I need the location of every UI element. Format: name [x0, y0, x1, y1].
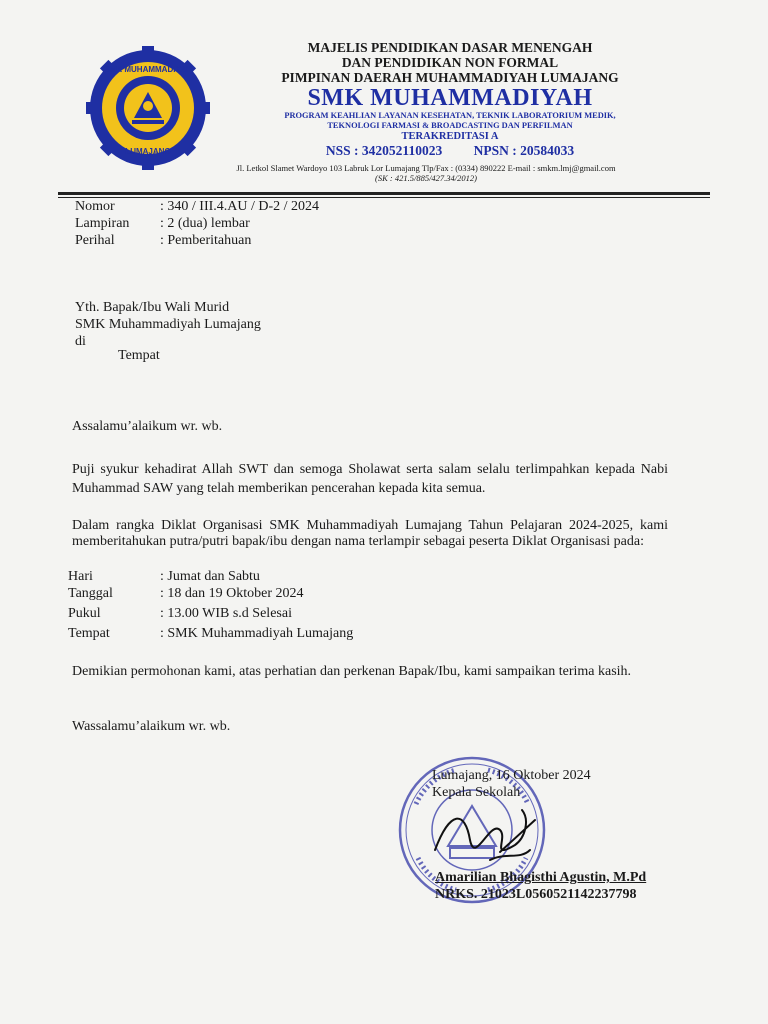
letterhead-rule-thick — [58, 192, 710, 195]
letterhead-line3: PIMPINAN DAERAH MUHAMMADIYAH LUMAJANG — [281, 70, 619, 85]
logo-text-top: SMK MUHAMMADIYAH — [104, 65, 192, 74]
detail-label-hari: Hari — [68, 569, 93, 584]
program-line2: TEKNOLOGI FARMASI & BROADCASTING DAN PERFILMAN — [327, 120, 573, 130]
signatory-nrks: NRKS. 21023L0560521142237798 — [435, 887, 637, 902]
address-line: Jl. Letkol Slamet Wardoyo 103 Labruk Lor Lumajang Tlp/Fax : (0334) 890222 E-mail : smkm.lmj@gmail.com — [236, 163, 616, 173]
school-logo — [86, 46, 210, 170]
detail-value-tempat: : SMK Muhammadiyah Lumajang — [160, 626, 354, 641]
detail-value-tanggal: : 18 dan 19 Oktober 2024 — [160, 586, 304, 601]
letterhead-rule-thin — [58, 197, 710, 198]
perihal-value: : Pemberitahuan — [160, 233, 252, 248]
detail-label-tanggal: Tanggal — [68, 586, 113, 601]
signature-place-date: Lumajang, 16 Oktober 2024 — [432, 768, 591, 783]
nomor-value: : 340 / III.4.AU / D-2 / 2024 — [160, 199, 320, 214]
logo-text-bottom: LUMAJANG — [125, 147, 171, 156]
lampiran-value: : 2 (dua) lembar — [160, 216, 250, 231]
paragraph-closing: Demikian permohonan kami, atas perhatian dan perkenan Bapak/Ibu, kami sampaikan terima kasih. — [72, 664, 632, 679]
school-name: SMK MUHAMMADIYAH — [307, 85, 593, 111]
sk-number: (SK : 421.5/885/427.34/2012) — [375, 173, 477, 183]
signature-position: Kepala Sekolah — [432, 785, 521, 800]
closing-salutation: Wassalamu’alaikum wr. wb. — [72, 719, 231, 734]
program-line1: PROGRAM KEAHLIAN LAYANAN KESEHATAN, TEKNIK LABORATORIUM MEDIK, — [284, 111, 616, 120]
recipient-line3: di — [75, 334, 86, 349]
letterhead-line1: MAJELIS PENDIDIKAN DASAR MENENGAH — [307, 40, 593, 55]
paragraph-opening: Puji syukur kehadirat Allah SWT dan semoga Sholawat serta salam selalu terlimpahkan kepada Nabi Muhammad SAW yang telah memberikan pencerahan kepada kita semua. — [72, 462, 668, 496]
perihal-label: Perihal — [75, 233, 115, 248]
detail-value-hari: : Jumat dan Sabtu — [160, 569, 260, 584]
recipient-line4: Tempat — [118, 348, 160, 363]
npsn-number: NPSN : 20584033 — [473, 143, 575, 158]
nomor-label: Nomor — [75, 199, 115, 214]
detail-label-pukul: Pukul — [68, 606, 101, 621]
school-address — [196, 163, 656, 183]
school-ids — [200, 143, 700, 159]
lampiran-label: Lampiran — [75, 216, 130, 231]
detail-value-pukul: : 13.00 WIB s.d Selesai — [160, 606, 292, 621]
letterhead-line2: DAN PENDIDIKAN NON FORMAL — [341, 55, 559, 70]
greeting: Assalamu’alaikum wr. wb. — [72, 419, 223, 434]
signatory-name: Amarilian Bhagisthi Agustin, M.Pd — [435, 870, 647, 885]
accreditation: TERAKREDITASI A — [401, 131, 499, 142]
recipient-line1: Yth. Bapak/Ibu Wali Murid — [75, 300, 230, 315]
paragraph-context: Dalam rangka Diklat Organisasi SMK Muhammadiyah Lumajang Tahun Pelajaran 2024-2025, kami memberitahukan putra/putri bapak/ibu dengan nama terlampir sebagai peserta Diklat Organisasi pada: — [72, 518, 668, 549]
nss-number: NSS : 342052110023 — [325, 143, 443, 158]
detail-label-tempat: Tempat — [68, 626, 110, 641]
recipient-line2: SMK Muhammadiyah Lumajang — [75, 317, 261, 332]
letterhead — [200, 40, 700, 159]
handwritten-signature — [430, 790, 540, 870]
